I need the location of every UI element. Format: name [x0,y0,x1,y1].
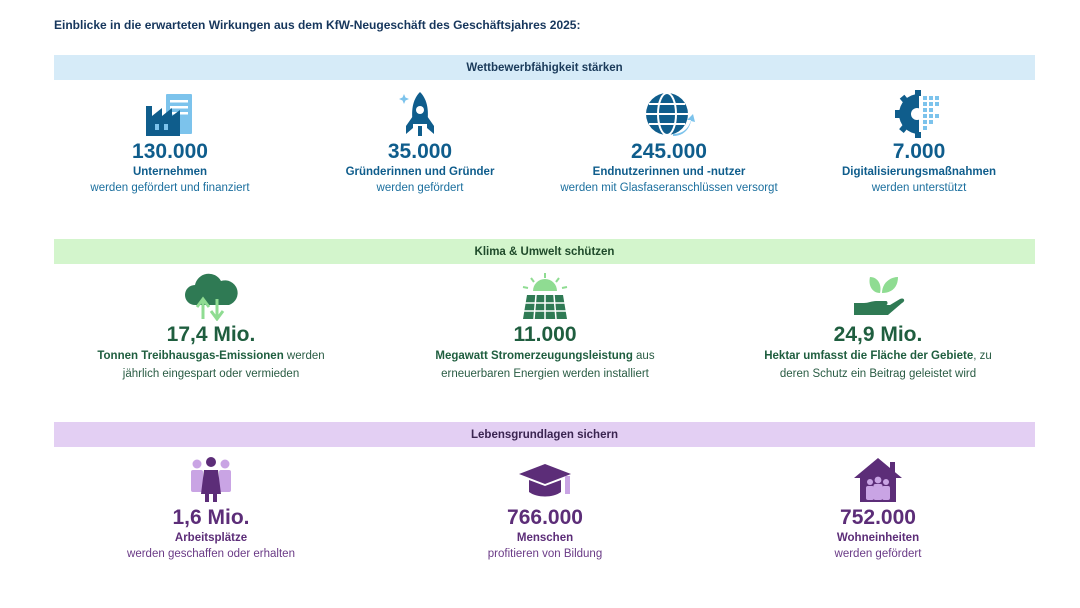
section-heading-livelihoods: Lebensgrundlagen sichern [54,422,1035,447]
stat-companies [40,92,300,197]
stat-label-line [738,347,1018,365]
stat-jobs [81,456,341,563]
stat-value: 766.000 [507,506,583,529]
stat-emissions [81,273,341,383]
stat-description: werden unterstützt [871,182,967,194]
globe-icon [643,90,695,138]
page-title: Einblicke in die erwarteten Wirkungen aus dem KfW-Neugeschäft des Geschäftsjahres 2025: [54,18,581,32]
stat-housing [748,456,1008,563]
stat-description: werden geschaffen oder erhalten [127,548,295,560]
stat-description: jährlich eingespart oder vermieden [122,368,300,380]
stat-label: Wohneinheiten [836,532,920,544]
stat-description: profitieren von Bildung [487,548,603,560]
stat-label: Arbeitsplätze [174,532,248,544]
stat-description: erneuerbaren Energien werden installiert [441,368,649,380]
stat-label: Hektar umfasst die Fläche der Gebiete [764,350,974,362]
stat-protected-area [738,273,1018,383]
stat-value: 7.000 [892,140,946,163]
stat-solar [414,273,676,383]
people-group-icon [185,456,237,504]
stat-value: 130.000 [132,140,208,163]
rocket-icon [394,90,446,138]
stat-value: 1,6 Mio. [172,506,250,529]
stat-digitalization [789,90,1049,197]
stat-label: Megawatt Stromerzeugungsleistung [435,350,633,362]
stat-value: 11.000 [513,323,577,346]
stat-label-line [81,347,341,365]
stat-value: 17,4 Mio. [166,323,256,346]
hand-leaf-icon [850,273,906,321]
stat-value: 35.000 [387,140,453,163]
stat-end-users [539,90,799,197]
stat-label: Endnutzerinnen und -nutzer [592,166,746,178]
stat-founders [290,90,550,197]
stat-description: deren Schutz ein Beitrag geleistet wird [779,368,977,380]
stat-education [415,456,675,563]
stat-label-rest: aus [632,350,655,362]
stat-label-rest: , zu [973,350,992,362]
graduation-cap-icon [517,456,573,504]
stat-description: werden gefördert [834,548,922,560]
stat-description: werden gefördert [376,182,464,194]
cloud-arrows-icon [183,273,239,321]
stat-value: 752.000 [840,506,916,529]
stat-description: werden mit Glasfaseranschlüssen versorgt [560,182,778,194]
stat-label: Menschen [516,532,574,544]
house-family-icon [852,456,904,504]
stat-value: 24,9 Mio. [833,323,923,346]
section-heading-climate: Klima & Umwelt schützen [54,239,1035,264]
stat-label-line [414,347,676,365]
stat-value: 245.000 [631,140,707,163]
stat-label: Unternehmen [132,166,208,178]
stat-label-rest: werden [283,350,325,362]
factory-icon [144,92,196,138]
stat-label: Tonnen Treibhausgas-Emissionen [97,350,284,362]
digital-gear-icon [893,90,945,138]
stat-label: Gründerinnen und Gründer [345,166,495,178]
stat-label: Digitalisierungsmaßnahmen [841,166,996,178]
stat-description: werden gefördert und finanziert [90,182,250,194]
solar-panel-icon [517,273,573,321]
section-heading-competitiveness: Wettbewerbfähigkeit stärken [54,55,1035,80]
